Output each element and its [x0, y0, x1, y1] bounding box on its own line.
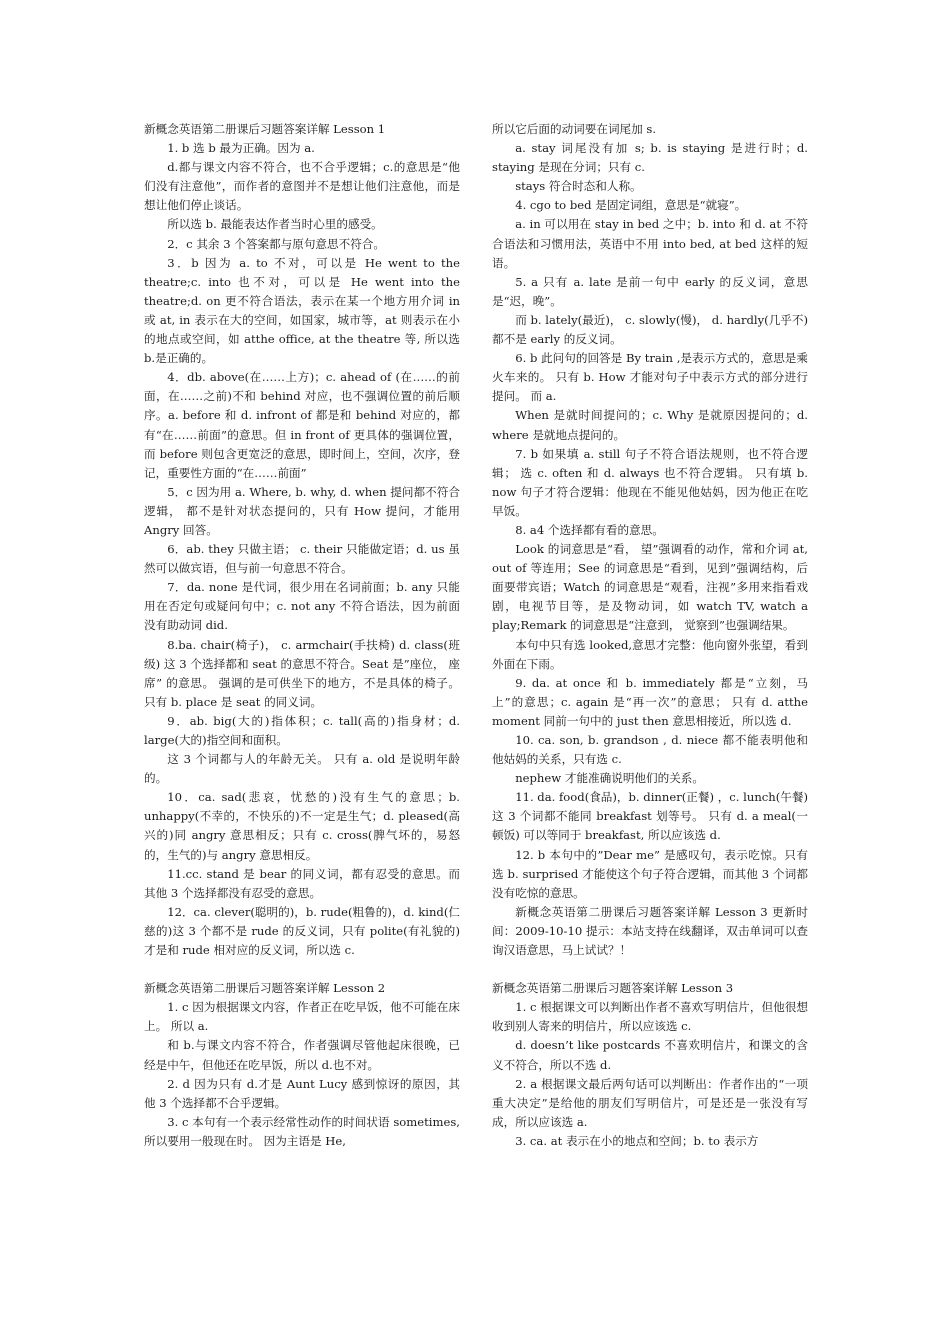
paragraph: 2．c 其余 3 个答案都与原句意思不符合。	[167, 236, 385, 251]
paragraph: 8.ba. chair(椅子)， c. armchair(手扶椅) d. class(班级) 这 3 个选择都和 seat 的意思不符合。Seat 是”座位， 座席” 的意思。 强调的是可供坐下的地方，不是具体的椅子。 只有 b. place 是 seat 的同义词。	[144, 637, 460, 709]
paragraph: 3. c 本句有一个表示经常性动作的时间状语 sometimes,所以要用一般现在时。 因为主语是 He,	[144, 1114, 460, 1148]
paragraph: a. in 可以用在 stay in bed 之中；b. into 和 d. at 不符合语法和习惯用法，英语中不用 into bed, at bed 这样的短语。	[492, 217, 808, 270]
paragraph: 12. b 本句中的”Dear me” 是感叹句，表示吃惊。只有选 b. surprised 才能使这个句子符合逻辑，而其他 3 个词都没有吃惊的意思。	[492, 847, 808, 900]
paragraph: 所以选 b. 最能表达作者当时心里的感受。	[167, 217, 383, 232]
paragraph: nephew 才能准确说明他们的关系。	[515, 771, 705, 786]
paragraph: 4．db. above(在……上方)；c. ahead of (在……的前面，在……之前)不和 behind 对应，也不强调位置的前后顺序。a. before 和 d. infront of 都是和 behind 对应的，都有“在……前面”的意思。但 in front of 更具体的强调位置，而 before 则包含更宽泛的意思，即时间上，空间，次序，登记，重要性方面的“在……前面”	[144, 370, 460, 480]
paragraph: 这 3 个词都与人的年龄无关。 只有 a. old 是说明年龄的。	[144, 752, 460, 786]
section-gap	[492, 960, 808, 979]
right-column	[492, 120, 808, 1151]
section-heading: 新概念英语第二册课后习题答案详解 Lesson 1	[144, 122, 386, 136]
paragraph: 3. ca. at 表示在小的地点和空间；b. to 表示方	[515, 1133, 759, 1148]
paragraph: 本句中只有选 looked,意思才完整：他向窗外张望，看到外面在下雨。	[492, 637, 808, 671]
paragraph: 8. a4 个选择都有看的意思。	[515, 522, 664, 537]
paragraph: 7. b 如果填 a. still 句子不符合语法规则，也不符合逻辑； 选 c. often 和 d. always 也不符合逻辑。 只有填 b. now 句子才符合逻辑：他现在不能见他姑妈，因为他正在吃早饭。	[492, 446, 808, 518]
paragraph: 7．da. none 是代词，很少用在名词前面；b. any 只能用在否定句或疑问句中；c. not any 不符合语法，因为前面没有助动词 did.	[144, 580, 460, 633]
paragraph: d. doesn’t like postcards 不喜欢明信片，和课文的含义不符合，所以不选 d.	[492, 1038, 808, 1072]
paragraph: 9. da. at once 和 b. immediately 都是“立刻，马上”的意思；c. again 是“再一次”的意思； 只有 d. atthe moment 同前一句中的 just then 意思相接近，所以选 d.	[492, 675, 808, 728]
paragraph: 新概念英语第二册课后习题答案详解 Lesson 3 更新时间：2009-10-10 提示：本站支持在线翻译，双击单词可以查询汉语意思，马上试试？！	[492, 904, 808, 958]
paragraph: 11. da. food(食品)，b. dinner(正餐) ，c. lunch(午餐) 这 3 个词都不能同 breakfast 划等号。 只有 d. a meal(一顿饭) 可以等同于 breakfast, 所以应该选 d.	[492, 790, 808, 843]
paragraph: 1. c 因为根据课文内容，作者正在吃早饭，他不可能在床上。 所以 a.	[144, 1000, 460, 1034]
paragraph: 12．ca. clever(聪明的)，b. rude(粗鲁的)，d. kind(仁慈的)这 3 个都不是 rude 的反义词，只有 polite(有礼貌的)才是和 rude 相对应的反义词，所以选 c.	[144, 904, 460, 958]
paragraph: 6. b 此问句的回答是 By train ,是表示方式的，意思是乘火车来的。 只有 b. How 才能对句子中表示方式的部分进行提问。 而 a.	[492, 351, 808, 404]
paragraph: 1. c 根据课文可以判断出作者不喜欢写明信片，但他很想收到别人寄来的明信片，所以应该选 c.	[492, 1000, 808, 1034]
paragraph: 6．ab. they 只做主语； c. their 只能做定语；d. us 虽然可以做宾语，但与前一句意思不符合。	[144, 542, 460, 576]
paragraph: 9．ab. big(大的)指体积；c. tall(高的)指身材；d. large(大的)指空间和面积。	[144, 713, 460, 747]
paragraph: stays 符合时态和人称。	[515, 179, 642, 194]
section-gap	[144, 960, 460, 979]
paragraph: 5. a 只有 a. late 是前一句中 early 的反义词，意思是“迟，晚”。	[492, 274, 808, 308]
paragraph: 而 b. lately(最近)， c. slowly(慢)， d. hardly(几乎不) 都不是 early 的反义词。	[492, 312, 808, 347]
paragraph: 4. cgo to bed 是固定词组，意思是“就寝”。	[515, 198, 747, 213]
paragraph: d.都与课文内容不符合，也不合乎逻辑；c.的意思是“他们没有注意他”，而作者的意图并不是想让他们注意他，而是想让他们停止谈话。	[144, 160, 460, 213]
section-heading: 新概念英语第二册课后习题答案详解 Lesson 3	[492, 981, 734, 996]
paragraph: When 是就时间提问的；c. Why 是就原因提问的；d. where 是就地点提问的。	[492, 408, 808, 442]
paragraph: 1. b 选 b 最为正确。因为 a.	[167, 141, 315, 156]
paragraph: 5．c 因为用 a. Where, b. why, d. when 提问都不符合逻辑， 都不是针对状态提问的，只有 How 提问，才能用 Angry 回答。	[144, 484, 460, 537]
section-heading: 新概念英语第二册课后习题答案详解 Lesson 2	[144, 981, 386, 996]
paragraph: 11.cc. stand 是 bear 的同义词，都有忍受的意思。而其他 3 个选择都没有忍受的意思。	[144, 866, 460, 900]
paragraph: 2. a 根据课文最后两句话可以判断出：作者作出的“一项重大决定”是给他的朋友们写明信片，可是还是一张没有写成，所以应该选 a.	[492, 1076, 808, 1129]
paragraph: 10. ca. son, b. grandson , d. niece 都不能表明他和他姑妈的关系，只有选 c.	[492, 733, 808, 767]
paragraph: a. stay 词尾没有加 s; b. is staying 是进行时；d. staying 是现在分词；只有 c.	[492, 141, 808, 175]
paragraph: 和 b.与课文内容不符合，作者强调尽管他起床很晚，已经是中午，但他还在吃早饭，所以 d.也不对。	[144, 1038, 460, 1072]
left-column	[144, 120, 460, 1151]
paragraph: 3．b 因为 a. to 不对，可以是 He went to the theatre;c. into 也不对，可以是 He went into the theatre;d. on 更不符合语法，表示在某一个地方用介词 in 或 at, in 表示在大的空间，如国家，城市等，at 则表示在小的地点或空间，如 atthe office, at the theatre 等, 所以选 b.是正确的。	[144, 255, 460, 366]
section-heading: 所以它后面的动词要在词尾加 s.	[492, 122, 657, 136]
paragraph: Look 的词意思是“看， 望”强调看的动作，常和介词 at, out of 等连用；See 的词意思是“看到，见到”强调结构，后面要带宾语；Watch 的词意思是“观看，注视”多用来指看戏剧，电视节目等，是及物动词，如 watch TV, watch a play;Remark 的词意思是“注意到， 觉察到”也强调结果。	[492, 542, 808, 633]
paragraph: 2. d 因为只有 d.才是 Aunt Lucy 感到惊讶的原因，其他 3 个选择都不合乎逻辑。	[144, 1076, 460, 1110]
paragraph: 10．ca. sad(悲哀，忧愁的)没有生气的意思；b. unhappy(不幸的，不快乐的)不一定是生气；d. pleased(高兴的)同 angry 意思相反；只有 c. cross(脾气坏的，易怒的，生气的)与 angry 意思相反。	[144, 790, 460, 862]
